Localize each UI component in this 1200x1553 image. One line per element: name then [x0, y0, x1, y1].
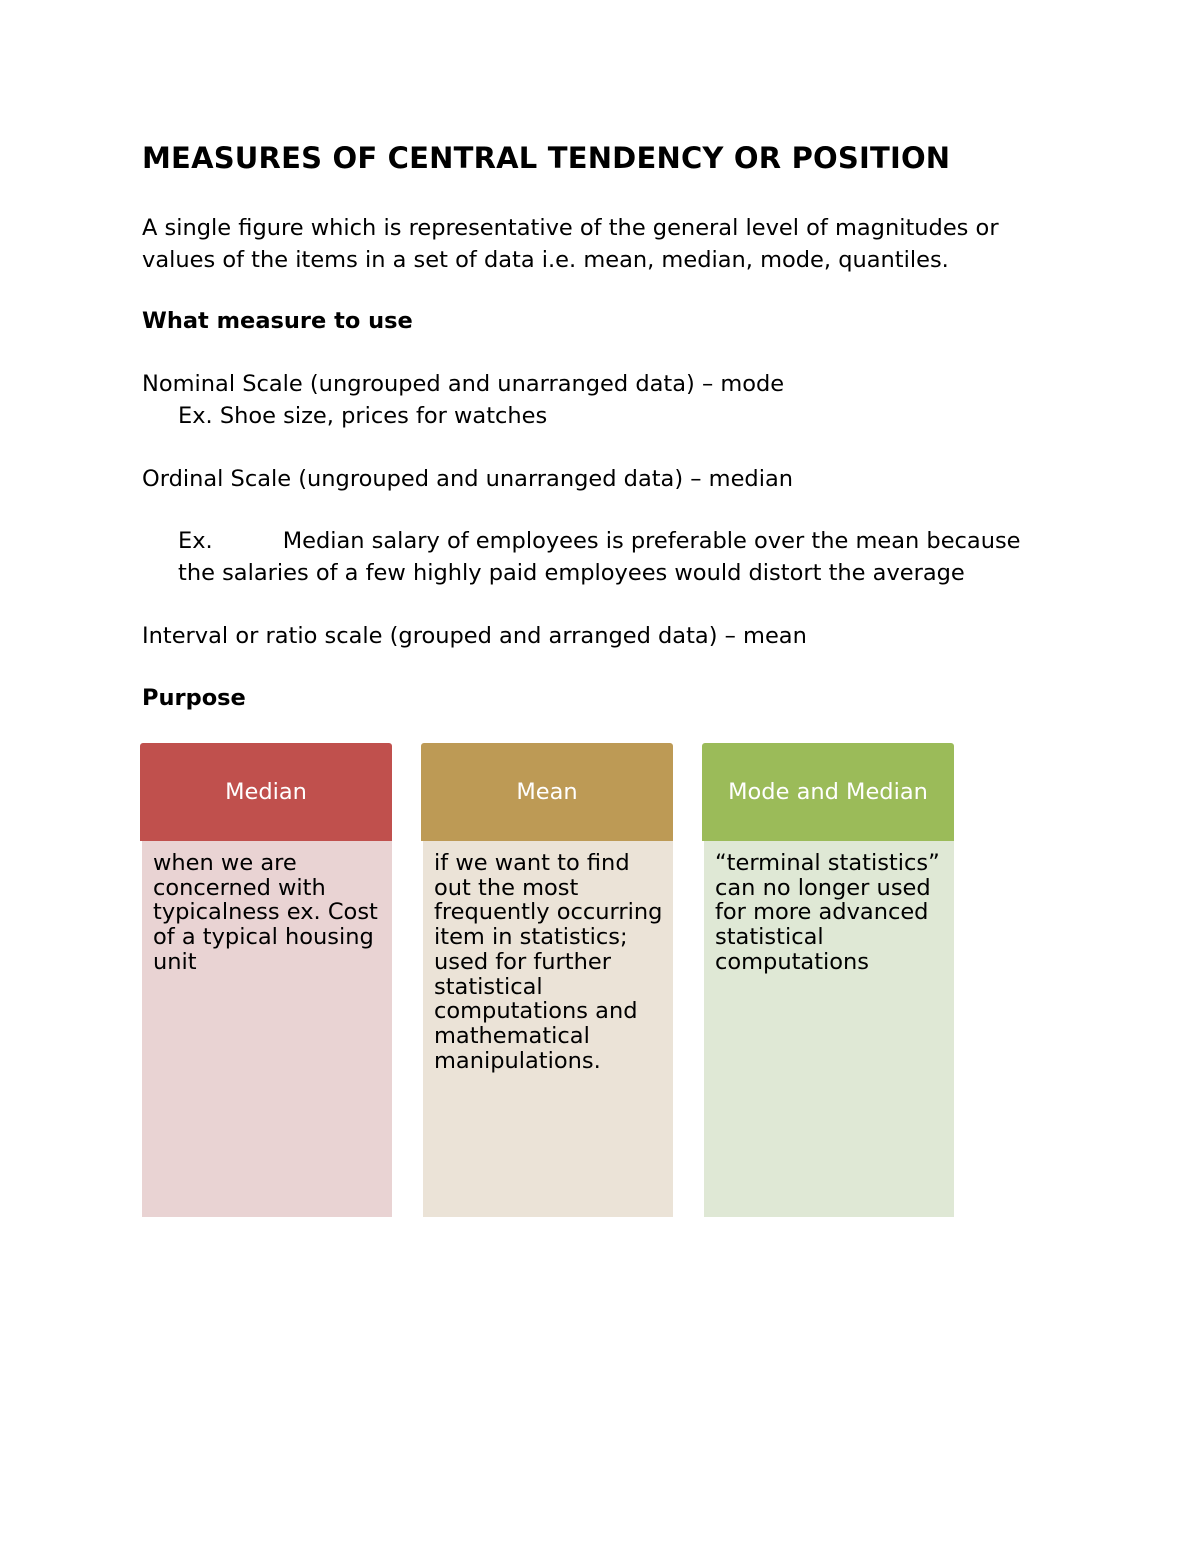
card-body: “terminal statistics” can no longer used for more advanced statistical computations: [704, 841, 954, 1217]
purpose-heading: Purpose: [142, 685, 246, 711]
definition-line-1: A single figure which is representative of the general level of magnitudes or: [142, 215, 999, 241]
definition-line-2: values of the items in a set of data i.e. mean, median, mode, quantiles.: [142, 247, 949, 273]
ordinal-example-text: Median salary of employees is preferable over the mean because: [282, 528, 1021, 554]
ordinal-scale-text: Ordinal Scale (ungrouped and unarranged data) – median: [142, 466, 794, 492]
page-title: MEASURES OF CENTRAL TENDENCY OR POSITION: [142, 141, 951, 175]
card-header: Mean: [421, 743, 673, 841]
measure-heading: What measure to use: [142, 308, 413, 334]
ordinal-example-line-2: the salaries of a few highly paid employees would distort the average: [178, 560, 965, 586]
nominal-example: Ex. Shoe size, prices for watches: [178, 403, 548, 429]
purpose-card-mean: [421, 743, 673, 1217]
ordinal-example-line-1: [178, 525, 1021, 558]
ordinal-example-label: Ex.: [178, 528, 213, 554]
card-header: Median: [140, 743, 392, 841]
purpose-card-mode-and-median: [702, 743, 954, 1217]
card-header: Mode and Median: [702, 743, 954, 841]
purpose-card-median: [140, 743, 392, 1217]
card-body: when we are concerned with typicalness ex. Cost of a typical housing unit: [142, 841, 392, 1217]
nominal-scale-text: Nominal Scale (ungrouped and unarranged data) – mode: [142, 371, 785, 397]
interval-scale-text: Interval or ratio scale (grouped and arranged data) – mean: [142, 623, 807, 649]
card-body: if we want to find out the most frequently occurring item in statistics; used for further statistical computations and mathematical manipulations.: [423, 841, 673, 1217]
